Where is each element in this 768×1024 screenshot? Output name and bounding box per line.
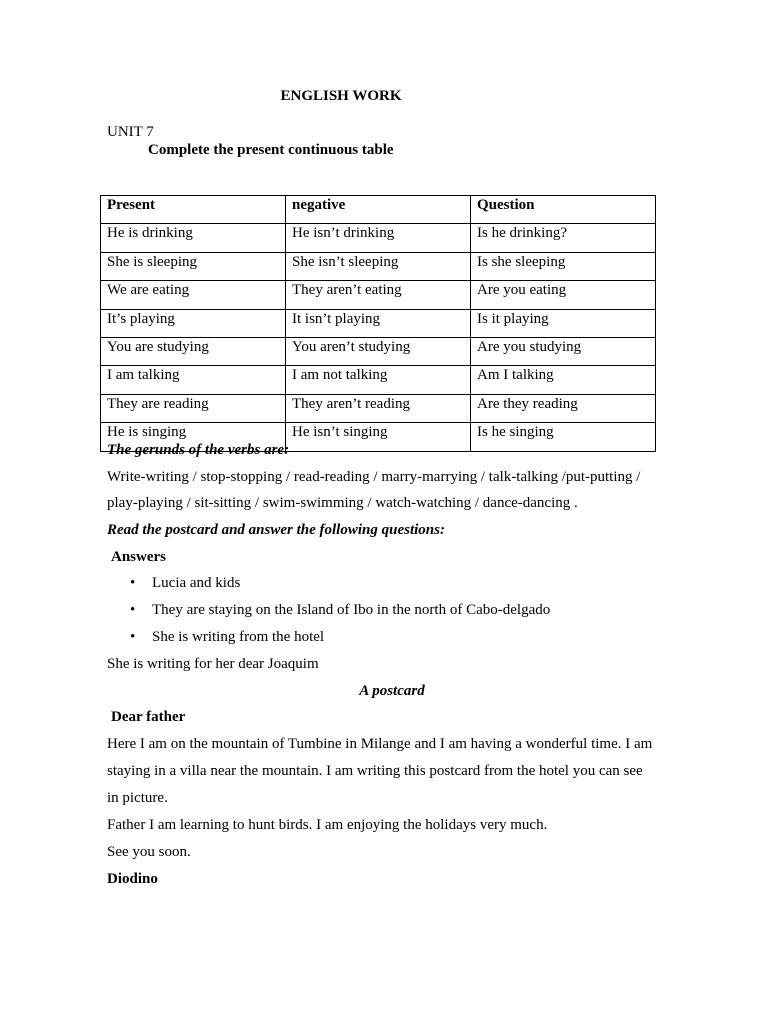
table-row — [101, 224, 656, 252]
cell-present: We are eating — [101, 281, 286, 309]
gerunds-heading: The gerunds of the verbs are: — [107, 442, 290, 458]
cell-negative: He isn’t drinking — [286, 224, 471, 252]
bullet-icon: • — [130, 575, 136, 591]
cell-negative: They aren’t eating — [286, 281, 471, 309]
cell-question: Are you studying — [471, 337, 656, 365]
answer-list-item — [130, 629, 324, 646]
table-row — [101, 394, 656, 422]
answer-text: She is writing for her dear Joaquim — [107, 656, 319, 672]
answer-list-item — [130, 575, 240, 592]
bullet-icon: • — [130, 602, 136, 618]
unit-label: UNIT 7 — [107, 124, 154, 140]
answer-text: She is writing from the hotel — [152, 629, 325, 645]
present-continuous-table — [100, 195, 656, 452]
postcard-greeting: Dear father — [111, 709, 186, 725]
answer-text: Lucia and kids — [152, 575, 241, 591]
header-question: Question — [471, 196, 656, 224]
table-row — [101, 366, 656, 394]
table-row — [101, 281, 656, 309]
cell-question: Are they reading — [471, 394, 656, 422]
cell-negative: He isn’t singing — [286, 423, 471, 451]
cell-negative: You aren’t studying — [286, 337, 471, 365]
cell-question: Is it playing — [471, 309, 656, 337]
cell-present: She is sleeping — [101, 252, 286, 280]
postcard-line: in picture. — [107, 790, 168, 806]
cell-negative: It isn’t playing — [286, 309, 471, 337]
postcard-title: A postcard — [359, 683, 425, 699]
bullet-icon: • — [130, 629, 136, 645]
cell-present: They are reading — [101, 394, 286, 422]
cell-present: He is singing — [101, 423, 286, 451]
answers-heading: Answers — [111, 549, 166, 565]
cell-question: Am I talking — [471, 366, 656, 394]
table-row — [101, 252, 656, 280]
postcard-line: Here I am on the mountain of Tumbine in Milange and I am having a wonderful time. I am — [107, 736, 653, 752]
table-header-row — [101, 196, 656, 224]
cell-present: He is drinking — [101, 224, 286, 252]
answer-text: They are staying on the Island of Ibo in the north of Cabo-delgado — [152, 602, 551, 618]
gerunds-line: play-playing / sit-sitting / swim-swimming / watch-watching / dance-dancing . — [107, 495, 578, 511]
table-row — [101, 337, 656, 365]
postcard-signature: Diodino — [107, 871, 158, 887]
header-present: Present — [101, 196, 286, 224]
cell-present: It’s playing — [101, 309, 286, 337]
cell-question: Is he drinking? — [471, 224, 656, 252]
gerunds-line: Write-writing / stop-stopping / read-reading / marry-marrying / talk-talking /put-putting / — [107, 469, 641, 485]
postcard-line: Father I am learning to hunt birds. I am enjoying the holidays very much. — [107, 817, 548, 833]
table-row — [101, 309, 656, 337]
table-instruction: Complete the present continuous table — [148, 142, 394, 158]
cell-question: Is he singing — [471, 423, 656, 451]
postcard-line: staying in a villa near the mountain. I am writing this postcard from the hotel you can see — [107, 763, 643, 779]
cell-question: Are you eating — [471, 281, 656, 309]
cell-negative: She isn’t sleeping — [286, 252, 471, 280]
header-negative: negative — [286, 196, 471, 224]
cell-present: I am talking — [101, 366, 286, 394]
page-title: ENGLISH WORK — [280, 88, 402, 104]
reading-heading: Read the postcard and answer the following questions: — [107, 522, 445, 538]
cell-negative: I am not talking — [286, 366, 471, 394]
cell-present: You are studying — [101, 337, 286, 365]
postcard-line: See you soon. — [107, 844, 191, 860]
cell-negative: They aren’t reading — [286, 394, 471, 422]
cell-question: Is she sleeping — [471, 252, 656, 280]
answer-list-item — [130, 602, 550, 619]
